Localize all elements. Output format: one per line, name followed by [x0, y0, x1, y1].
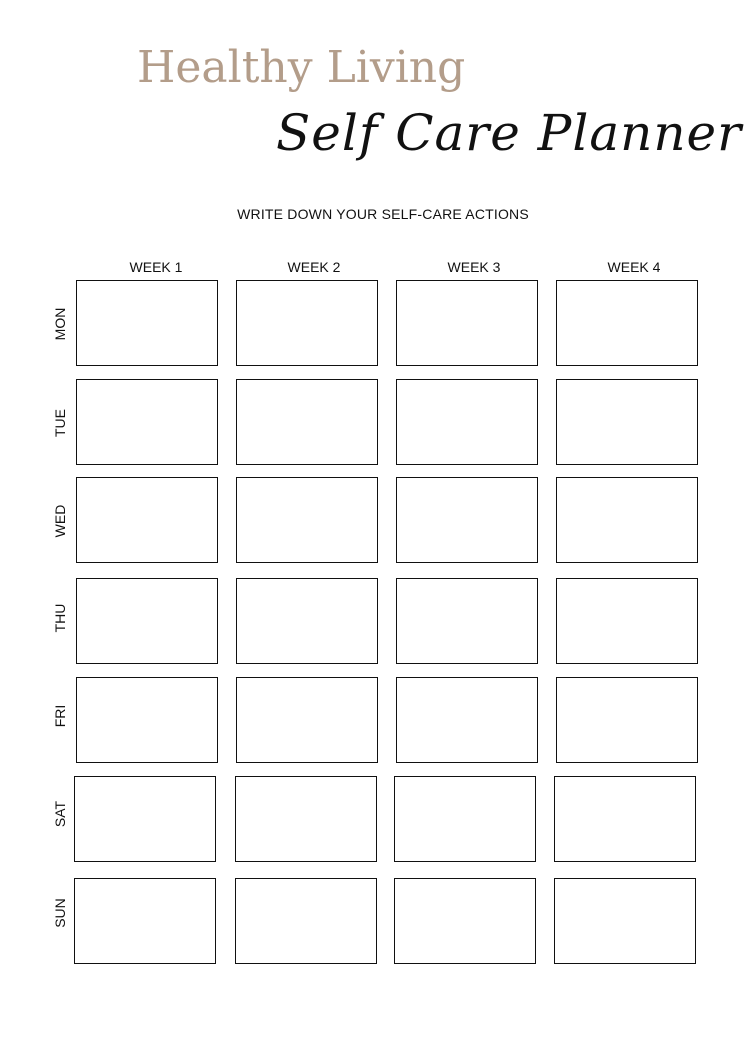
week-3-header: WEEK 3	[447, 259, 501, 275]
planner-script-title: Self Care Planner	[276, 104, 743, 162]
instructions-text: WRITE DOWN YOUR SELF-CARE ACTIONS	[237, 206, 529, 222]
cell-sun-week-2[interactable]	[235, 878, 377, 964]
day-label-text: SUN	[52, 898, 68, 928]
cell-tue-week-2[interactable]	[236, 379, 378, 465]
cell-mon-week-1[interactable]	[76, 280, 218, 366]
cell-fri-week-3[interactable]	[396, 677, 538, 763]
cell-sat-week-1[interactable]	[74, 776, 216, 862]
day-label-text: THU	[52, 603, 68, 633]
cell-fri-week-1[interactable]	[76, 677, 218, 763]
day-label-text: FRI	[52, 704, 68, 728]
cell-tue-week-3[interactable]	[396, 379, 538, 465]
cell-mon-week-4[interactable]	[556, 280, 698, 366]
day-label-text: TUE	[52, 409, 68, 437]
cell-sat-week-4[interactable]	[554, 776, 696, 862]
cell-wed-week-3[interactable]	[396, 477, 538, 563]
cell-thu-week-1[interactable]	[76, 578, 218, 664]
cell-fri-week-2[interactable]	[236, 677, 378, 763]
day-label-text: WED	[52, 504, 68, 538]
week-1-header: WEEK 1	[129, 259, 183, 275]
cell-tue-week-4[interactable]	[556, 379, 698, 465]
cell-sun-week-4[interactable]	[554, 878, 696, 964]
week-4-header: WEEK 4	[607, 259, 661, 275]
cell-wed-week-4[interactable]	[556, 477, 698, 563]
cell-thu-week-2[interactable]	[236, 578, 378, 664]
cell-sun-week-3[interactable]	[394, 878, 536, 964]
cell-wed-week-2[interactable]	[236, 477, 378, 563]
cell-fri-week-4[interactable]	[556, 677, 698, 763]
day-label-text: SAT	[52, 800, 68, 828]
cell-wed-week-1[interactable]	[76, 477, 218, 563]
week-2-header: WEEK 2	[287, 259, 341, 275]
day-label-text: MON	[52, 307, 68, 341]
cell-sat-week-3[interactable]	[394, 776, 536, 862]
cell-thu-week-3[interactable]	[396, 578, 538, 664]
cell-sat-week-2[interactable]	[235, 776, 377, 862]
cell-mon-week-3[interactable]	[396, 280, 538, 366]
cell-thu-week-4[interactable]	[556, 578, 698, 664]
cell-mon-week-2[interactable]	[236, 280, 378, 366]
page-title: Healthy Living	[137, 42, 466, 93]
cell-tue-week-1[interactable]	[76, 379, 218, 465]
cell-sun-week-1[interactable]	[74, 878, 216, 964]
